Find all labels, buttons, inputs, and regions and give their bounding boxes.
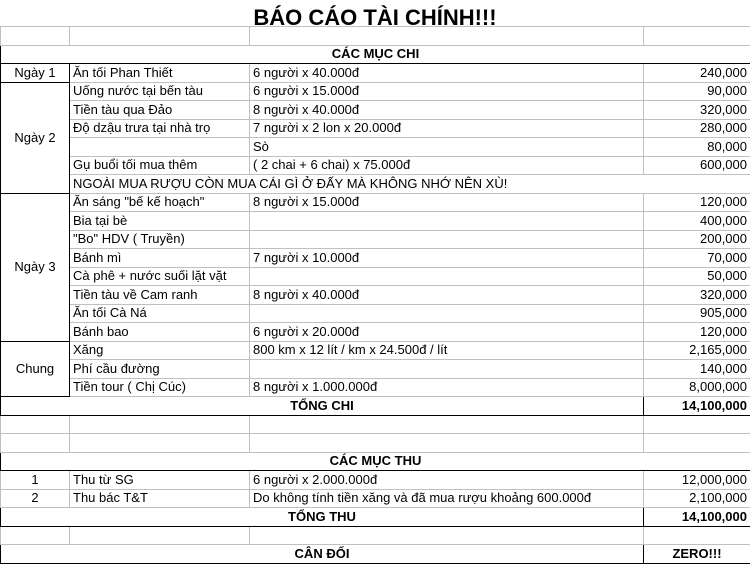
- blank-cell: [250, 434, 644, 453]
- balance-label: CÂN ĐỐI: [1, 545, 644, 564]
- income-row: [1, 471, 750, 490]
- expense-detail: [250, 304, 644, 323]
- expense-amount: 320,000: [644, 101, 750, 120]
- income-amount: 12,000,000: [644, 471, 750, 490]
- expense-item: Phí cầu đường: [70, 360, 250, 379]
- expense-item: Bánh bao: [70, 323, 250, 342]
- expense-row: [1, 249, 750, 268]
- income-no: 1: [1, 471, 70, 490]
- expense-item: Ăn tối Cà Ná: [70, 304, 250, 323]
- expense-detail: 7 người x 10.000đ: [250, 249, 644, 268]
- expense-note-row: [1, 175, 750, 194]
- blank-row: [1, 526, 750, 545]
- income-row: [1, 489, 750, 508]
- expense-row: [1, 323, 750, 342]
- blank-cell: [644, 434, 750, 453]
- expense-row: [1, 156, 750, 175]
- expense-amount: 600,000: [644, 156, 750, 175]
- expenses-total: 14,100,000: [644, 397, 750, 416]
- expense-row: [1, 193, 750, 212]
- expense-item: Ăn tối Phan Thiết: [70, 64, 250, 83]
- blank-row: [1, 27, 750, 46]
- expense-detail: [250, 267, 644, 286]
- expense-item: Cà phê + nước suối lặt vặt: [70, 267, 250, 286]
- expense-item: Tiền tàu qua Đảo: [70, 101, 250, 120]
- expenses-header: CÁC MỤC CHI: [1, 45, 750, 64]
- expense-detail: [250, 360, 644, 379]
- expense-detail: 8 người x 1.000.000đ: [250, 378, 644, 397]
- expense-row: [1, 82, 750, 101]
- income-no: 2: [1, 489, 70, 508]
- expense-amount: 2,165,000: [644, 341, 750, 360]
- expense-detail: ( 2 chai + 6 chai) x 75.000đ: [250, 156, 644, 175]
- expense-row: [1, 230, 750, 249]
- expense-row: [1, 360, 750, 379]
- day-label: Ngày 1: [1, 64, 70, 83]
- expense-row: [1, 378, 750, 397]
- expense-item: [70, 138, 250, 157]
- blank-cell: [1, 434, 70, 453]
- expense-row: [1, 64, 750, 83]
- expenses-header-row: [1, 45, 750, 64]
- income-detail: Do không tính tiền xăng và đã mua rượu khoảng 600.000đ: [250, 489, 644, 508]
- expense-amount: 200,000: [644, 230, 750, 249]
- expense-detail: 6 người x 40.000đ: [250, 64, 644, 83]
- expense-amount: 50,000: [644, 267, 750, 286]
- day-label: Ngày 3: [1, 193, 70, 341]
- expense-detail: 8 người x 15.000đ: [250, 193, 644, 212]
- expense-row: [1, 101, 750, 120]
- expense-row: [1, 304, 750, 323]
- day-label: Ngày 2: [1, 82, 70, 193]
- blank-cell: [70, 526, 250, 545]
- expense-row: [1, 267, 750, 286]
- expense-detail: 6 người x 15.000đ: [250, 82, 644, 101]
- expense-row: [1, 138, 750, 157]
- expense-amount: 8,000,000: [644, 378, 750, 397]
- expense-item: Ăn sáng "bế kế hoạch": [70, 193, 250, 212]
- blank-cell: [1, 415, 70, 434]
- expense-detail: 6 người x 20.000đ: [250, 323, 644, 342]
- blank-cell: [70, 415, 250, 434]
- report-title: BÁO CÁO TÀI CHÍNH!!!: [253, 5, 497, 30]
- expense-item: Uống nước tại bến tàu: [70, 82, 250, 101]
- blank-cell: [70, 434, 250, 453]
- expense-item: Xăng: [70, 341, 250, 360]
- expense-row: [1, 212, 750, 231]
- expense-detail: 800 km x 12 lít / km x 24.500đ / lít: [250, 341, 644, 360]
- expense-detail: 8 người x 40.000đ: [250, 286, 644, 305]
- expenses-total-row: [1, 397, 750, 416]
- expenses-total-label: TỔNG CHI: [1, 397, 644, 416]
- expense-detail: 7 người x 2 lon x 20.000đ: [250, 119, 644, 138]
- expense-row: [1, 119, 750, 138]
- income-amount: 2,100,000: [644, 489, 750, 508]
- blank-cell: [250, 526, 644, 545]
- expense-amount: 90,000: [644, 82, 750, 101]
- expense-amount: 120,000: [644, 193, 750, 212]
- expense-amount: 400,000: [644, 212, 750, 231]
- blank-row: [1, 415, 750, 434]
- blank-row: [1, 434, 750, 453]
- expense-amount: 320,000: [644, 286, 750, 305]
- expense-detail: [250, 212, 644, 231]
- income-header: CÁC MỤC THU: [1, 452, 750, 471]
- expense-amount: 280,000: [644, 119, 750, 138]
- income-detail: 6 người x 2.000.000đ: [250, 471, 644, 490]
- expense-amount: 120,000: [644, 323, 750, 342]
- expense-amount: 80,000: [644, 138, 750, 157]
- expense-item: Bánh mì: [70, 249, 250, 268]
- expense-row: [1, 286, 750, 305]
- expense-item: Gụ buổi tối mua thêm: [70, 156, 250, 175]
- blank-cell: [644, 526, 750, 545]
- expense-item: Bia tại bè: [70, 212, 250, 231]
- expense-item: Tiền tour ( Chị Cúc): [70, 378, 250, 397]
- expense-item: Tiền tàu về Cam ranh: [70, 286, 250, 305]
- expense-amount: 70,000: [644, 249, 750, 268]
- blank-cell: [1, 526, 70, 545]
- expense-detail: Sò: [250, 138, 644, 157]
- expense-amount: 905,000: [644, 304, 750, 323]
- expense-detail: 8 người x 40.000đ: [250, 101, 644, 120]
- income-total-label: TỔNG THU: [1, 508, 644, 527]
- income-total-row: [1, 508, 750, 527]
- blank-cell: [644, 415, 750, 434]
- income-total: 14,100,000: [644, 508, 750, 527]
- income-header-row: [1, 452, 750, 471]
- expense-row: [1, 341, 750, 360]
- income-item: Thu từ SG: [70, 471, 250, 490]
- day-label: Chung: [1, 341, 70, 397]
- expense-amount: 140,000: [644, 360, 750, 379]
- expense-item: Độ dzậu trưa tại nhà trọ: [70, 119, 250, 138]
- blank-cell: [250, 415, 644, 434]
- income-item: Thu bác T&T: [70, 489, 250, 508]
- expense-amount: 240,000: [644, 64, 750, 83]
- balance-row: [1, 545, 750, 564]
- balance-value: ZERO!!!: [644, 545, 750, 564]
- expense-note: NGOÀI MUA RƯỢU CÒN MUA CÁI GÌ Ở ĐẤY MÀ KHÔNG NHỚ NÊN XÙ!: [70, 175, 750, 194]
- expense-detail: [250, 230, 644, 249]
- expense-item: "Bo" HDV ( Truyền): [70, 230, 250, 249]
- finance-table: [0, 26, 750, 564]
